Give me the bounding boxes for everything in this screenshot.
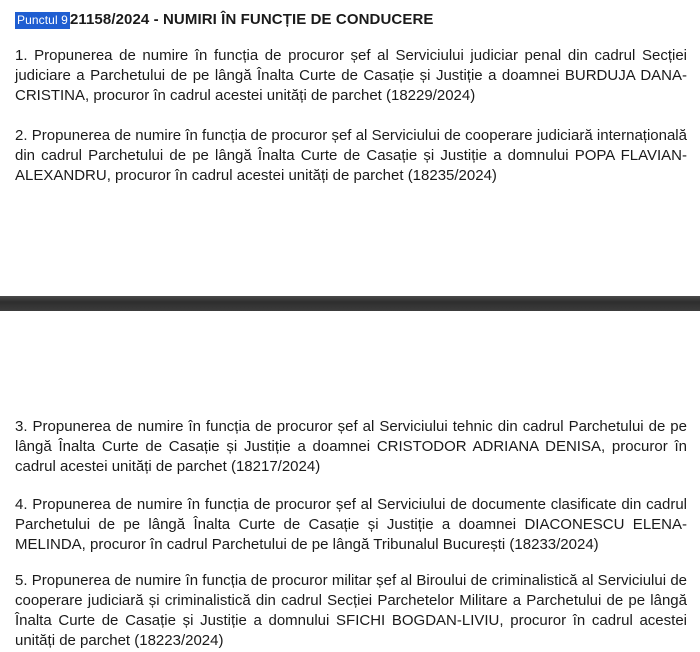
highlighted-text-selection[interactable]: Punctul 9 <box>17 13 68 27</box>
document-page-top <box>0 0 700 296</box>
agenda-item-5: 5. Propunerea de numire în funcția de procuror militar șef al Biroului de criminalistică al Serviciului de cooperare judiciară și criminalistică din cadrul Secției Parchetelor Militare a Parchetului de pe lângă Înalta Curte de Casație și Justiție a domnului SFICHI BOGDAN-LIVIU, procuror în cadrul acestei unități de parchet (18223/2024) <box>15 572 687 649</box>
agenda-item-2: 2. Propunerea de numire în funcția de procuror șef al Serviciului de cooperare judiciară internațională din cadrul Parchetului de pe lângă Înalta Curte de Casație și Justiție a domnului POPA FLAVIAN-ALEXANDRU, procuror în cadrul acestei unități de parchet (18235/2024) <box>15 127 687 184</box>
agenda-item-4: 4. Propunerea de numire în funcția de procuror șef al Serviciului de documente clasificate din cadrul Parchetului de pe lângă Înalta Curte de Casație și Justiție a doamnei DIACONESCU ELENA-MELINDA, procuror în cadrul Parchetului de pe lângă Tribunalul București (18233/2024) <box>15 496 687 553</box>
agenda-item-3: 3. Propunerea de numire în funcția de procuror șef al Serviciului tehnic din cadrul Parchetului de pe lângă Înalta Curte de Casație și Justiție a doamnei CRISTODOR ADRIANA DENISA, procuror în cadrul acestei unități de parchet (18217/2024) <box>15 418 687 475</box>
section-title: 21158/2024 - NUMIRI ÎN FUNCȚIE DE CONDUCERE <box>69 11 434 28</box>
agenda-item-1: 1. Propunerea de numire în funcția de procuror șef al Serviciului judiciar penal din cadrul Secției judiciare a Parchetului de pe lângă Înalta Curte de Casație și Justiție a doamnei BURDUJA DANA-CRISTINA, procuror în cadrul acestei unități de parchet (18229/2024) <box>15 47 687 104</box>
page-break-separator <box>0 296 700 311</box>
document-page-bottom <box>0 311 700 652</box>
section-heading <box>15 10 434 30</box>
